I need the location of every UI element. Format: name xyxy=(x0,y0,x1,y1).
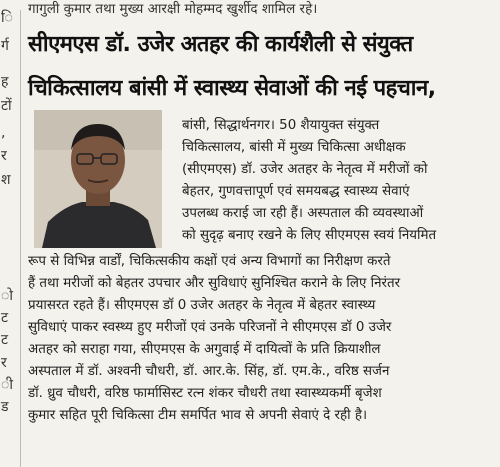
article-line: हैं तथा मरीजों को बेहतर उपचार और सुविधाएं सुनिश्चित कराने के लिए निरंतर xyxy=(28,276,401,291)
fragment: र xyxy=(1,355,7,371)
portrait-photo xyxy=(34,110,162,248)
fragment: र xyxy=(1,148,7,164)
article-line: प्रयासरत रहते हैं। सीएमएस डॉ 0 उजेर अतहर के नेतृत्व में बेहतर स्वास्थ्य xyxy=(28,298,376,313)
headline-line-1: सीएमएस डॉ. उजेर अतहर की कार्यशैली से संयुक्त xyxy=(28,32,413,57)
previous-article-tail: गागुली कुमार तथा मुख्य आरक्षी मोहम्मद खुर्शीद शामिल रहे। xyxy=(28,1,318,17)
fragment: ि xyxy=(1,10,13,26)
article-line: रूप से विभिन्न वार्डों, चिकित्सकीय कक्षों एवं अन्य विभागों का निरीक्षण करते xyxy=(28,254,391,269)
article-line: बांसी, सिद्धार्थनगर। 50 शैयायुक्त संयुक्त xyxy=(182,118,380,133)
article-line: को सुदृढ़ बनाए रखने के लिए सीएमएस स्वयं नियमित xyxy=(182,228,437,243)
fragment: ो xyxy=(1,288,13,304)
portrait-image xyxy=(34,110,162,248)
fragment: र्ग xyxy=(1,38,9,54)
adjacent-column-fragments xyxy=(0,10,21,467)
article-line: अस्पताल में डॉ. अश्वनी चौधरी, डॉ. आर.के. सिंह, डॉ. एम.के., वरिष्ठ सर्जन xyxy=(28,364,390,379)
fragment: श xyxy=(1,172,11,188)
fragment: , xyxy=(1,125,6,141)
article-line: सुविधाएं पाकर स्वस्थ्य हुए मरीजों एवं उनके परिजनों ने सीएमएस डॉ 0 उजेर xyxy=(28,320,392,335)
headline-line-2: चिकित्सालय बांसी में स्वास्थ्य सेवाओं की नई पहचान, xyxy=(28,76,436,101)
fragment: ी xyxy=(1,377,13,393)
fragment: टों xyxy=(1,98,12,114)
article-line: कुमार सहित पूरी चिकित्सा टीम समर्पित भाव से अपनी सेवाएं दे रही है। xyxy=(28,408,368,423)
article-line: उपलब्ध कराई जा रही हैं। अस्पताल की व्यवस्थाओं xyxy=(182,206,424,221)
article-line: चिकित्सालय, बांसी में मुख्य चिकित्सा अधीक्षक xyxy=(182,140,406,155)
fragment: ड xyxy=(1,399,9,415)
article-line: बेहतर, गुणवत्तापूर्ण एवं समयबद्ध स्वास्थ्य सेवाएं xyxy=(182,184,410,199)
fragment: ट xyxy=(1,310,9,326)
fragment: ह xyxy=(1,74,9,90)
article-line: अतहर को सराहा गया, सीएमएस के अगुवाई में दायित्वों के प्रति क्रियाशील xyxy=(28,342,381,357)
article-line: डॉ. ध्रुव चौधरी, वरिष्ठ फार्मासिस्ट रत्न शंकर चौधरी तथा स्वास्थ्यकर्मी बृजेश xyxy=(28,386,382,401)
fragment: ट xyxy=(1,332,9,348)
article-line: (सीएमएस) डॉ. उजेर अतहर के नेतृत्व में मरीजों को xyxy=(182,162,428,177)
